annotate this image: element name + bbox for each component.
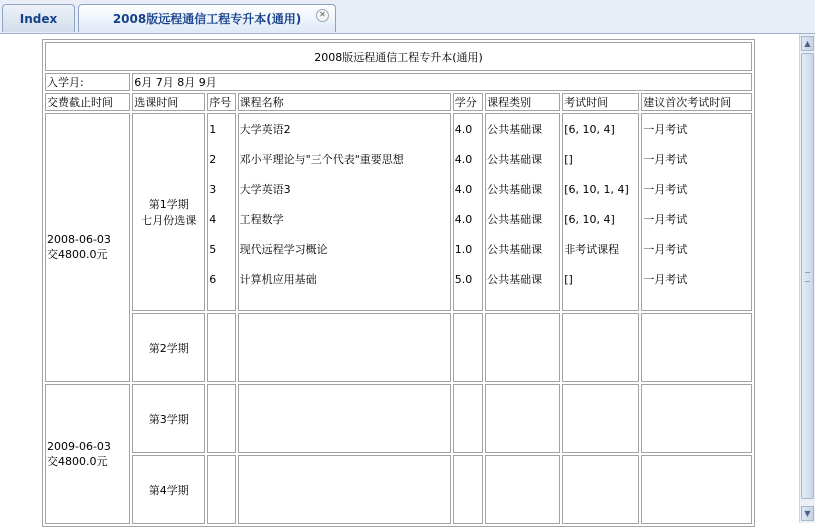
course-credit: 4.0 [454,153,473,166]
close-icon[interactable]: ✕ [316,9,329,22]
table-row [45,384,752,453]
suggest-exam: 一月考试 [643,243,688,256]
course-no: 3 [209,183,217,196]
table-row [45,313,752,382]
course-credit-cell [453,113,483,311]
course-type-cell [485,113,560,311]
course-type: 公共基础课 [487,123,543,136]
course-type: 公共基础课 [487,183,543,196]
empty-cell [207,384,235,453]
tab-program-label: 2008版远程通信工程专升本(通用) [112,12,302,26]
header-row [45,93,752,111]
course-no: 1 [209,123,217,136]
intake-months: 6月 7月 8月 9月 [132,73,752,91]
header-exam-time: 考试时间 [562,93,639,111]
deadline-cell [45,113,130,382]
exam-time: [6, 10, 4] [564,123,615,136]
semester-name: 第3学期 [132,384,205,453]
header-no: 序号 [207,93,235,111]
course-no: 4 [209,213,217,226]
scrollbar-thumb[interactable] [801,53,814,499]
content-area [42,39,755,527]
course-credit: 4.0 [454,123,473,136]
deadline-fee: 交4800.0元 [47,454,108,468]
header-select-time: 选课时间 [132,93,205,111]
table-row [45,455,752,524]
course-name: 大学英语2 [239,123,291,136]
header-course-name: 课程名称 [238,93,451,111]
empty-cell [641,313,752,382]
tab-index[interactable] [2,4,75,32]
empty-cell [485,313,560,382]
course-credit: 1.0 [454,243,473,256]
exam-time: 非考试课程 [564,243,620,256]
course-name-cell [238,113,451,311]
header-deadline: 交费截止时间 [45,93,130,111]
course-credit: 5.0 [454,273,473,286]
tab-index-label: Index [19,11,58,26]
vertical-scrollbar[interactable] [799,34,815,523]
tab-program[interactable] [78,4,336,32]
table-title: 2008版远程通信工程专升本(通用) [45,42,752,71]
course-type: 公共基础课 [487,153,543,166]
deadline-cell [45,384,130,524]
course-name: 邓小平理论与"三个代表"重要思想 [239,153,404,166]
empty-cell [485,384,560,453]
empty-cell [238,384,451,453]
empty-cell [238,313,451,382]
tab-bar [0,0,815,34]
course-no: 2 [209,153,217,166]
course-no-cell [207,113,235,311]
course-type: 公共基础课 [487,273,543,286]
header-course-type: 课程类别 [485,93,560,111]
empty-cell [453,384,483,453]
scroll-down-arrow-icon[interactable]: ▼ [801,506,814,521]
empty-cell [238,455,451,524]
deadline-fee: 交4800.0元 [47,248,108,261]
header-suggest-exam: 建议首次考试时间 [641,93,752,111]
course-type: 公共基础课 [487,213,543,226]
course-type: 公共基础课 [487,243,543,256]
semester-name: 第2学期 [132,313,205,382]
empty-cell [641,455,752,524]
suggest-exam-cell [641,113,752,311]
deadline-date: 2009-06-03 [47,439,111,453]
empty-cell [562,455,639,524]
deadline-date: 2008-06-03 [47,233,111,246]
empty-cell [207,455,235,524]
grip-icon [805,272,810,282]
empty-cell [453,313,483,382]
empty-cell [453,455,483,524]
semester-cell [132,113,205,311]
course-plan-table [42,39,755,527]
suggest-exam: 一月考试 [643,123,688,136]
scroll-up-arrow-icon[interactable]: ▲ [801,36,814,51]
suggest-exam: 一月考试 [643,153,688,166]
course-name: 计算机应用基础 [239,273,317,286]
exam-time: [6, 10, 1, 4] [564,183,629,196]
course-credit: 4.0 [454,213,473,226]
suggest-exam: 一月考试 [643,183,688,196]
course-name: 大学英语3 [239,183,291,196]
suggest-exam: 一月考试 [643,273,688,286]
course-name: 工程数学 [239,213,284,226]
exam-time-cell [562,113,639,311]
course-name: 现代远程学习概论 [239,243,328,256]
suggest-exam: 一月考试 [643,213,688,226]
empty-cell [207,313,235,382]
table-row [45,113,752,311]
course-credit: 4.0 [454,183,473,196]
exam-time: [] [564,153,573,166]
empty-cell [562,313,639,382]
empty-cell [485,455,560,524]
empty-cell [562,384,639,453]
semester-name: 第1学期 [148,198,189,211]
intake-label: 入学月: [45,73,130,91]
empty-cell [641,384,752,453]
exam-time: [6, 10, 4] [564,213,615,226]
header-credit: 学分 [453,93,483,111]
semester-sub: 七月份选课 [141,214,197,227]
exam-time: [] [564,273,573,286]
course-no: 5 [209,243,217,256]
semester-name: 第4学期 [132,455,205,524]
course-no: 6 [209,273,217,286]
